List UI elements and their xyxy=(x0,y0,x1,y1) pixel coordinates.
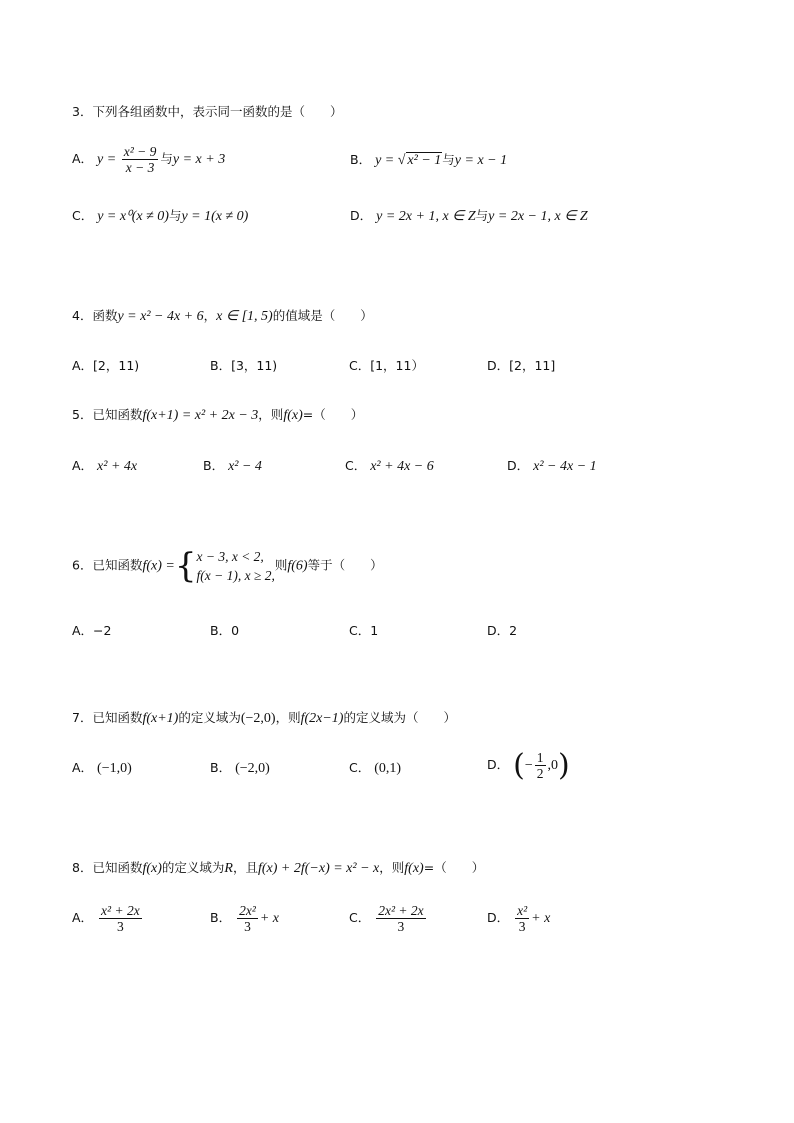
q4-option-b: B．[3，11) xyxy=(210,358,278,373)
question-5-stem: 5．已知函数f(x+1) = x² + 2x − 3，则f(x)=（ ） xyxy=(72,407,364,423)
q7-d-fraction: $\frac{1}{2}$ xyxy=(536,750,544,781)
q5-option-d: D． x² − 4x − 1 xyxy=(507,458,597,474)
q8-option-c: C． $\frac{\text{2x² + 2x}}{3}$ xyxy=(349,903,424,934)
q5-option-b: B． x² − 4 xyxy=(203,458,262,474)
q3-b-sqrt: x² − 1 xyxy=(407,153,442,168)
question-8-stem: 8．已知函数f(x)的定义域为R，且f(x) + 2f(−x) = x² − x，则f(x)=（ ） xyxy=(72,860,485,876)
q6-option-d: D．2 xyxy=(487,623,518,638)
q3-option-b: B． y = √ x² − 1与y = x − 1 xyxy=(350,152,508,168)
piecewise-brace: {x − 3, x < 2, f(x − 1), x ≥ 2, xyxy=(174,546,275,586)
q5-option-c: C． x² + 4x − 6 xyxy=(345,458,434,474)
q7-option-a: A． (−1,0) xyxy=(72,760,132,776)
q6-option-a: A．−2 xyxy=(72,623,112,638)
q6-option-b: B．0 xyxy=(210,623,240,638)
q4-option-d: D．[2，11] xyxy=(487,358,556,373)
q8-c-fraction: $\frac{\text{2x² + 2x}}{3}$ xyxy=(378,903,424,934)
q7-option-c: C． (0,1) xyxy=(349,760,402,776)
question-4-stem: 4．函数y = x² − 4x + 6，x ∈ [1, 5)的值域是（ ） xyxy=(72,308,373,324)
q6-option-c: C．1 xyxy=(349,623,379,638)
q8-b-fraction: $\frac{\text{2x²}}{3}$ xyxy=(239,903,256,934)
q3-option-a: A． y = $\frac{\text{x² − 9}}{x - 3}$ 与y = x + 3 xyxy=(72,144,226,175)
q8-d-fraction: $\frac{\text{x²}}{3}$ xyxy=(517,903,528,934)
case-2: f(x − 1), x ≥ 2, xyxy=(196,568,275,583)
q3-a-fraction: $\frac{\text{x² − 9}}{x - 3}$ xyxy=(123,144,157,175)
q5-option-a: A． x² + 4x xyxy=(72,458,138,474)
q7-option-d: D． (− $\frac{1}{2}$ ,0) xyxy=(487,747,570,783)
q4-option-c: C．[1，11） xyxy=(349,358,424,373)
q8-a-fraction: $\frac{\text{x² + 2x}}{3}$ xyxy=(101,903,140,934)
question-3-text: 3．下列各组函数中，表示同一函数的是（ ） xyxy=(72,104,343,119)
q4-option-a: A．[2，11) xyxy=(72,358,140,373)
question-6-stem: 6．已知函数f(x) ={x − 3, x < 2, f(x − 1), x ≥ 2,则f(6)等于（ ） xyxy=(72,546,383,586)
q8-option-a: A． $\frac{\text{x² + 2x}}{3}$ xyxy=(72,903,140,934)
q8-option-d: D． $\frac{\text{x²}}{3}$ + x xyxy=(487,903,551,934)
q3-option-d: D． y = 2x + 1, x ∈ Z与y = 2x − 1, x ∈ Z xyxy=(350,208,588,224)
case-1: x − 3, x < 2, xyxy=(196,549,264,564)
question-3-stem xyxy=(72,102,342,120)
q3-option-c: C． y = x⁰(x ≠ 0)与y = 1(x ≠ 0) xyxy=(72,208,249,224)
question-7-stem: 7．已知函数f(x+1)的定义域为(−2,0)，则f(2x−1)的定义域为（ ） xyxy=(72,710,456,726)
q7-option-b: B． (−2,0) xyxy=(210,760,270,776)
q8-option-b: B． $\frac{\text{2x²}}{3}$ + x xyxy=(210,903,280,934)
